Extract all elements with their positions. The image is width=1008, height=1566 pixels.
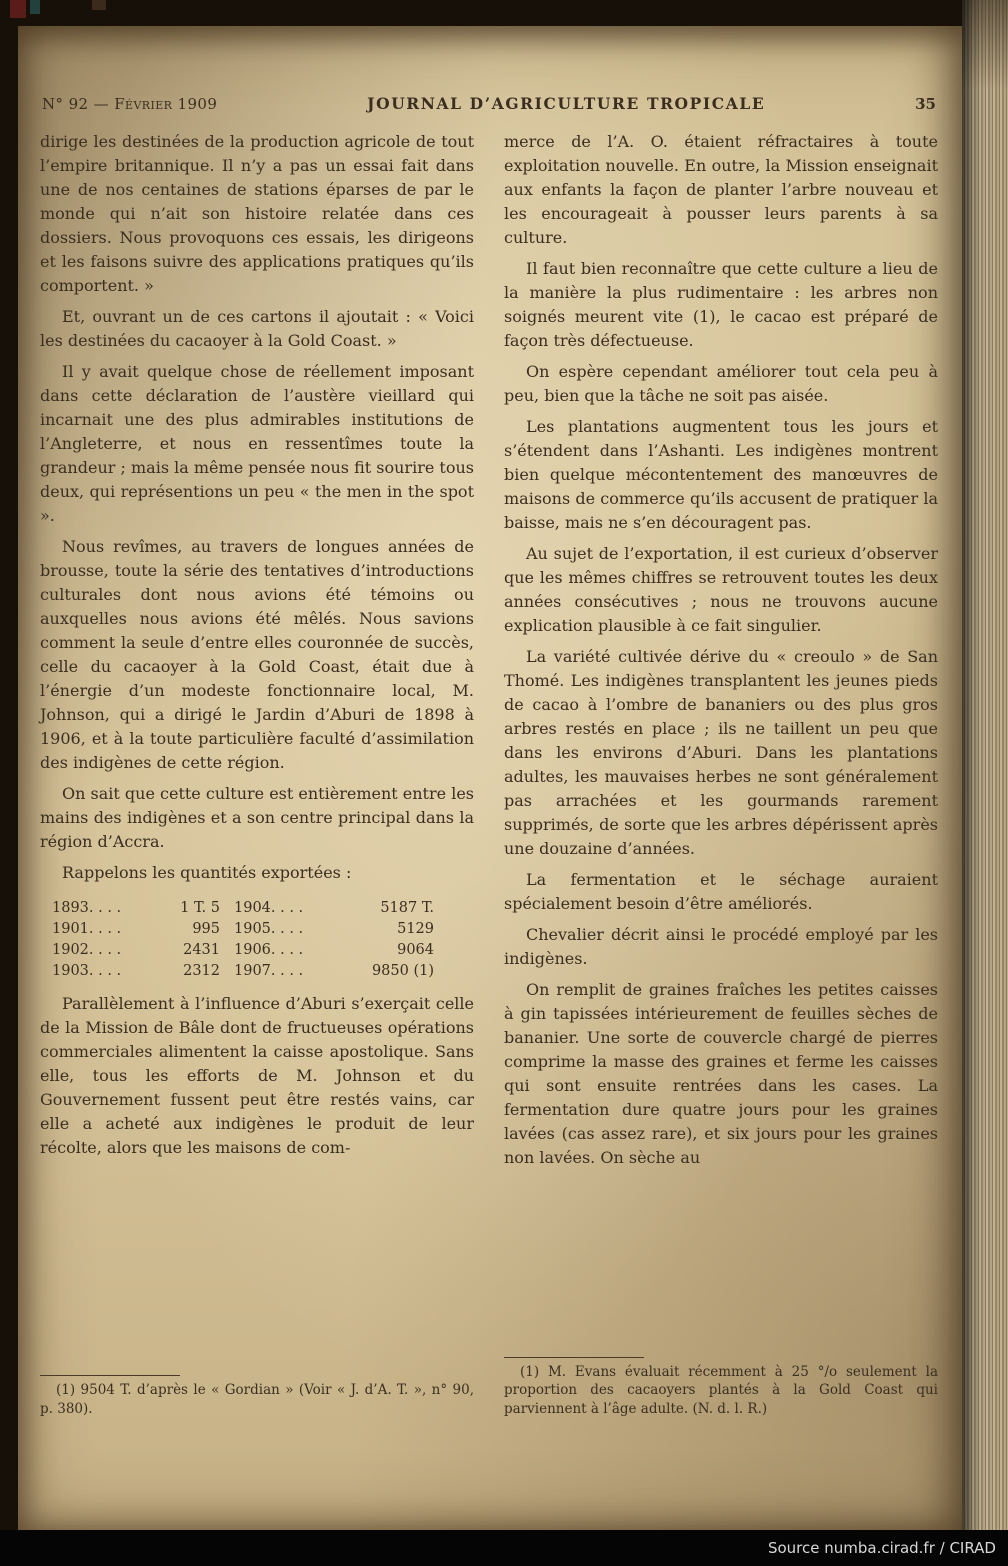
table-cell: 1902. . . . [52, 942, 122, 958]
right-footnote [504, 1353, 938, 1419]
left-footnote [40, 1371, 474, 1418]
footnote-text: (1) 9504 T. d’après le « Gordian » (Voir « J. d’A. T. », n° 90, p. 380). [40, 1382, 474, 1417]
scanned-page [18, 26, 962, 1530]
header-page-number: 35 [915, 95, 936, 113]
table-cell: 9064 [397, 942, 434, 958]
paragraph: La variété cultivée dérive du « creoulo » de San Thomé. Les indigènes transplantent les jeunes pieds de cacao à l’ombre de bananiers ou des plus gros arbres restés en place ; ils ne taillent un peu que dans les environs d’Aburi. Dans les plantations adultes, les mauvaises herbes ne sont généralement pas arrachées et les gourmands rarement supprimés, de sorte que les arbres dépérissent après une douzaine d’années. [504, 647, 938, 858]
spine-label-mark [10, 0, 26, 18]
export-quantities-table [52, 898, 474, 982]
table-row [52, 919, 474, 940]
paragraph: La fermentation et le séchage auraient spécialement besoin d’être améliorés. [504, 870, 938, 913]
spine-label-mark [92, 0, 106, 10]
paragraph: Chevalier décrit ainsi le procédé employé par les indigènes. [504, 925, 938, 968]
table-cell: 5129 [397, 921, 434, 937]
table-cell: 1904. . . . [234, 900, 304, 916]
footnote-text: (1) M. Evans évaluait récemment à 25 °/o seulement la proportion des cacaoyers plantés à la Gold Coast qui parviennent à l’âge adulte. (N. d. l. R.) [504, 1363, 938, 1417]
table-cell: 1903. . . . [52, 963, 122, 979]
table-cell: 2312 [183, 963, 220, 979]
text-columns [40, 130, 938, 1418]
table-cell: 1893. . . . [52, 900, 122, 916]
table-cell: 1906. . . . [234, 942, 304, 958]
paragraph: On remplit de graines fraîches les petites caisses à gin tapissées intérieurement de feuilles sèches de bananier. Une sorte de couvercle chargé de pierres comprime la masse des graines et ferme les caisses qui sont ensuite rentrées dans les cases. La fermentation dure quatre jours pour les graines lavées (cas assez rare), et six jours pour les graines non lavées. On sèche au [504, 980, 938, 1167]
left-column [40, 130, 474, 1418]
right-column [504, 130, 938, 1418]
footnote-rule [40, 1375, 180, 1376]
paragraph: Les plantations augmentent tous les jours et s’étendent dans l’Ashanti. Les indigènes montrent bien quelque mécontentement des manœuvres de maisons de commerce qu’ils accusent de pratiquer la baisse, mais ne s’en découragent pas. [504, 417, 938, 532]
table-cell: 995 [192, 921, 220, 937]
header-issue: N° 92 — Février 1909 [42, 95, 218, 113]
paragraph: Parallèlement à l’influence d’Aburi s’exerçait celle de la Mission de Bâle dont de fructueuses opérations commerciales alimentent la caisse apostolique. Sans elle, tous les efforts de M. Johnson et du Gouvernement fussent peut être restés vains, car elle a acheté aux indigènes le produit de leur récolte, alors que les maisons de com- [40, 994, 474, 1157]
table-cell: 1905. . . . [234, 921, 304, 937]
paragraph: On sait que cette culture est entièrement entre les mains des indigènes et a son centre principal dans la région d’Accra. [40, 784, 474, 851]
paragraph: Il faut bien reconnaître que cette culture a lieu de la manière la plus rudimentaire : les arbres non soignés meurent vite (1), le cacao est préparé de façon très défectueuse. [504, 259, 938, 350]
header-journal-title: JOURNAL D’AGRICULTURE TROPICALE [367, 94, 766, 113]
footnote-rule [504, 1357, 644, 1358]
table-row [52, 898, 474, 919]
source-bar [0, 1530, 1008, 1566]
paragraph: dirige les destinées de la production agricole de tout l’empire britannique. Il n’y a pas un essai fait dans une de nos centaines de stations éparses de par le monde qui n’ait son histoire relatée dans ces dossiers. Nous provoquons ces essais, les dirigeons et les faisons suivre des applications pratiques qu’ils comportent. » [40, 132, 474, 295]
book-page-edges [962, 0, 1008, 1530]
table-cell: 5187 T. [380, 900, 434, 916]
paragraph: Rappelons les quantités exportées : [62, 863, 352, 882]
paragraph: Et, ouvrant un de ces cartons il ajoutait : « Voici les destinées du cacaoyer à la Gold Coast. » [40, 307, 474, 350]
spine-label-mark [30, 0, 40, 14]
page-header [42, 94, 936, 113]
paragraph: On espère cependant améliorer tout cela peu à peu, bien que la tâche ne soit pas aisée. [504, 362, 938, 405]
table-row [52, 940, 474, 961]
table-row [52, 961, 474, 982]
paragraph: Au sujet de l’exportation, il est curieux d’observer que les mêmes chiffres se retrouvent toutes les deux années consécutives ; nous ne trouvons aucune explication plausible à ce fait singulier. [504, 544, 938, 635]
table-cell: 9850 (1) [371, 963, 434, 979]
paragraph: Nous revîmes, au travers de longues années de brousse, toute la série des tentatives d’introductions culturales dont nous avions été témoins ou auxquelles nous avions été mêlés. Nous savions comment la seule d’entre elles couronnée de succès, celle du cacaoyer à la Gold Coast, était due à l’énergie d’un modeste fonctionnaire local, M. Johnson, qui a dirigé le Jardin d’Aburi de 1898 à 1906, et à la toute particulière faculté d’assimilation des indigènes de cette région. [40, 537, 474, 772]
paragraph: merce de l’A. O. étaient réfractaires à toute exploitation nouvelle. En outre, la Mission enseignait aux enfants la façon de planter l’arbre nouveau et les encourageait à pousser leurs parents à sa culture. [504, 132, 938, 247]
table-cell: 1 T. 5 [180, 900, 220, 916]
source-attribution: Source numba.cirad.fr / CIRAD [767, 1539, 996, 1557]
table-cell: 1901. . . . [52, 921, 122, 937]
paragraph: Il y avait quelque chose de réellement imposant dans cette déclaration de l’austère vieillard qui incarnait une des plus admirables institutions de l’Angleterre, et nous en ressentîmes toute la grandeur ; mais la même pensée nous fit sourire tous deux, qui représentions un peu « the men in the spot ». [40, 362, 474, 525]
table-cell: 1907. . . . [234, 963, 304, 979]
table-cell: 2431 [183, 942, 220, 958]
